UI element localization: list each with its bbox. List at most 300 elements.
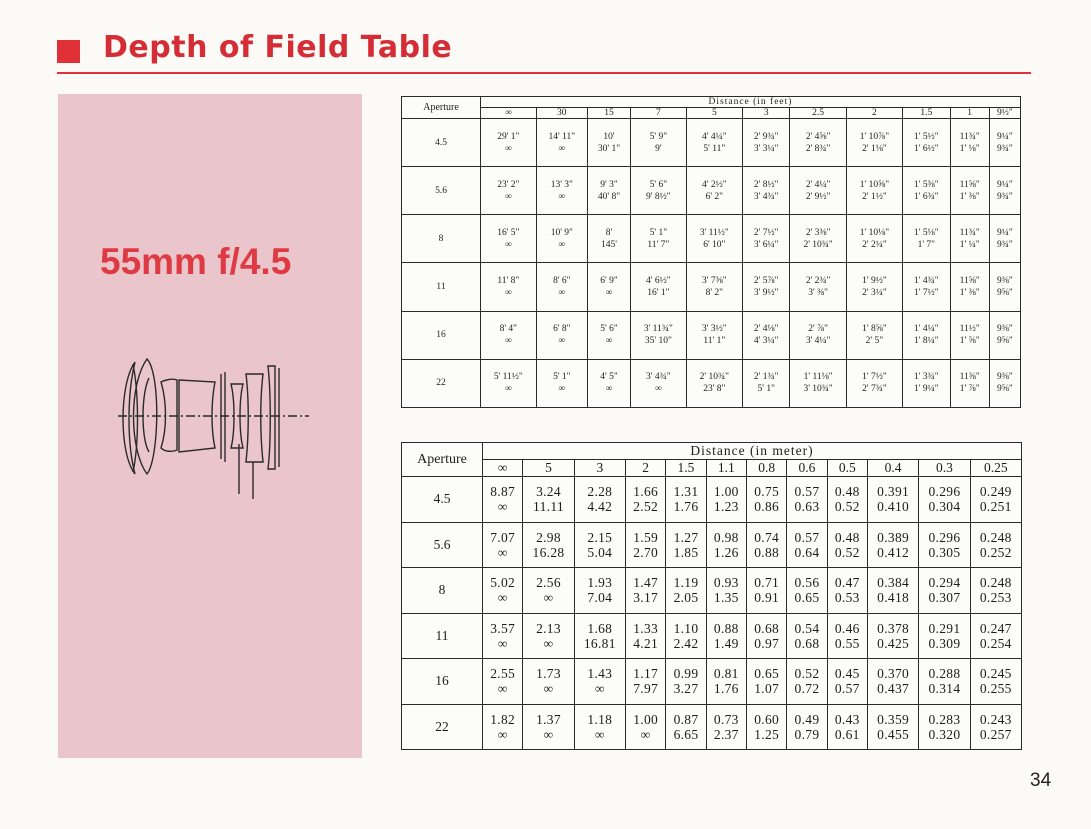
meter-dof-cell xyxy=(746,704,786,750)
near-limit: 3.57 xyxy=(490,620,516,636)
near-limit: 0.49 xyxy=(794,711,820,727)
feet-dof-cell xyxy=(989,215,1020,263)
near-limit: 11¾" xyxy=(959,227,980,238)
meter-dof-cell xyxy=(827,477,867,523)
meter-dof-cell xyxy=(625,568,665,614)
near-limit: 2' 3⅜" xyxy=(805,227,831,238)
near-limit: 1.59 xyxy=(633,529,659,545)
near-limit: 0.48 xyxy=(834,529,860,545)
feet-dof-cell xyxy=(742,359,789,407)
feet-dof-table xyxy=(401,96,1021,408)
table-row xyxy=(402,659,1022,705)
feet-dof-cell xyxy=(587,359,630,407)
feet-dof-cell xyxy=(846,215,902,263)
far-limit: 0.253 xyxy=(979,590,1012,606)
near-limit: 29' 1" xyxy=(497,131,520,142)
far-limit: ∞ xyxy=(543,681,554,697)
meter-dof-cell xyxy=(919,568,970,614)
far-limit: ∞ xyxy=(497,499,508,515)
meter-dof-cell xyxy=(746,522,786,568)
near-limit: 3' 3½" xyxy=(702,324,727,335)
meter-dof-table xyxy=(401,442,1022,750)
feet-distance-cell: 1.5 xyxy=(903,108,950,119)
far-limit: 0.410 xyxy=(877,499,910,515)
near-limit: 1.00 xyxy=(713,484,739,500)
meter-dof-cell xyxy=(787,568,827,614)
near-limit: 4' 4¼" xyxy=(702,131,727,142)
near-limit: 14' 11" xyxy=(548,131,576,142)
near-limit: 5' 1" xyxy=(553,372,571,383)
meter-aperture-value: 4.5 xyxy=(402,477,483,523)
near-limit: 0.391 xyxy=(877,484,910,500)
meter-aperture-value: 5.6 xyxy=(402,522,483,568)
near-limit: 3' 7⅜" xyxy=(702,276,727,287)
meter-dof-cell xyxy=(574,704,625,750)
far-limit: 30' 1" xyxy=(597,143,621,154)
meter-dof-cell xyxy=(919,477,970,523)
meter-dof-cell xyxy=(827,659,867,705)
near-limit: 0.93 xyxy=(713,575,739,591)
far-limit: 2' 1⅛" xyxy=(862,143,887,154)
near-limit: 0.370 xyxy=(877,666,910,682)
feet-dof-cell xyxy=(846,359,902,407)
far-limit: 4.42 xyxy=(587,499,613,515)
meter-distance-cell: 1.1 xyxy=(706,460,746,477)
near-limit: 0.73 xyxy=(713,711,739,727)
far-limit: 3' 4¼" xyxy=(805,336,831,347)
feet-dof-cell xyxy=(989,311,1020,359)
meter-dof-cell xyxy=(746,613,786,659)
meter-dof-cell xyxy=(867,477,918,523)
page-title: Depth of Field Table xyxy=(103,30,453,65)
meter-dof-cell xyxy=(483,659,523,705)
meter-dof-cell xyxy=(574,659,625,705)
far-limit: ∞ xyxy=(605,384,613,395)
far-limit: 0.305 xyxy=(928,544,961,560)
far-limit: 11.11 xyxy=(533,499,564,515)
near-limit: 2' 8½" xyxy=(753,179,779,190)
near-limit: 1.18 xyxy=(587,711,613,727)
far-limit: 1.25 xyxy=(754,726,780,742)
meter-dof-cell xyxy=(574,477,625,523)
far-limit: ∞ xyxy=(504,336,512,347)
far-limit: ∞ xyxy=(497,590,508,606)
feet-aperture-header: Aperture xyxy=(402,97,481,119)
far-limit: ∞ xyxy=(504,143,512,154)
near-limit: 6' 8" xyxy=(553,324,571,335)
near-limit: 0.74 xyxy=(754,529,780,545)
near-limit: 0.359 xyxy=(877,711,910,727)
far-limit: ∞ xyxy=(543,726,554,742)
near-limit: 2' 4⅝" xyxy=(805,131,831,142)
lens-panel xyxy=(58,94,362,758)
near-limit: 4' 2½" xyxy=(702,179,727,190)
far-limit: ∞ xyxy=(504,191,512,202)
table-row xyxy=(402,359,1021,407)
far-limit: ∞ xyxy=(558,384,566,395)
feet-dof-cell xyxy=(631,119,687,167)
near-limit: 23' 2" xyxy=(497,179,520,190)
far-limit: 0.455 xyxy=(877,726,910,742)
near-limit: 1.82 xyxy=(490,711,516,727)
meter-dof-cell xyxy=(574,522,625,568)
meter-distance-header: Distance (in meter) xyxy=(483,443,1022,460)
feet-dof-cell xyxy=(686,167,742,215)
meter-distance-cell: 2 xyxy=(625,460,665,477)
feet-dof-cell xyxy=(536,359,587,407)
far-limit: 1' ¼" xyxy=(959,239,980,250)
near-limit: 2.13 xyxy=(536,620,561,636)
meter-dof-cell xyxy=(483,522,523,568)
meter-dof-cell xyxy=(523,613,574,659)
far-limit: ∞ xyxy=(497,544,508,560)
near-limit: 2.56 xyxy=(536,575,561,591)
table-row xyxy=(402,119,1021,167)
far-limit: 0.425 xyxy=(877,635,910,651)
far-limit: 2' 5" xyxy=(865,336,884,347)
far-limit: 2' 1½" xyxy=(862,191,887,202)
feet-dof-cell xyxy=(989,119,1020,167)
near-limit: 8' 6" xyxy=(553,276,571,287)
far-limit: 1' 9¼" xyxy=(914,384,939,395)
far-limit: 1' ⅞" xyxy=(959,384,980,395)
feet-dof-cell xyxy=(903,359,950,407)
far-limit: 3' 10¾" xyxy=(803,384,833,395)
feet-dof-cell xyxy=(481,311,537,359)
meter-dof-cell xyxy=(970,704,1021,750)
feet-distance-cell: 30 xyxy=(536,108,587,119)
far-limit: 2.05 xyxy=(673,590,699,606)
near-limit: 1' 8⅝" xyxy=(862,324,887,335)
near-limit: 9⅜" xyxy=(997,372,1013,383)
meter-distance-cell: 0.4 xyxy=(867,460,918,477)
far-limit: 3' ⅜" xyxy=(808,288,829,299)
far-limit: 1.76 xyxy=(673,499,699,515)
near-limit: 7.07 xyxy=(490,529,516,545)
near-limit: 9¼" xyxy=(997,131,1013,142)
feet-dof-cell xyxy=(587,311,630,359)
near-limit: 0.247 xyxy=(979,620,1012,636)
feet-distance-cell: ∞ xyxy=(481,108,537,119)
far-limit: 4' 3¼" xyxy=(753,336,779,347)
near-limit: 0.43 xyxy=(834,711,860,727)
feet-dof-cell xyxy=(903,119,950,167)
meter-dof-cell xyxy=(625,477,665,523)
far-limit: 3.17 xyxy=(633,590,659,606)
near-limit: 16' 5" xyxy=(497,227,520,238)
meter-distance-row xyxy=(402,460,1022,477)
meter-distance-cell: 5 xyxy=(523,460,574,477)
feet-dof-cell xyxy=(686,215,742,263)
feet-dof-cell xyxy=(742,119,789,167)
near-limit: 0.65 xyxy=(754,666,780,682)
far-limit: 0.254 xyxy=(979,635,1012,651)
far-limit: 6' 2" xyxy=(705,191,724,202)
near-limit: 2' 9¾" xyxy=(753,131,779,142)
far-limit: 1' ⅜" xyxy=(959,288,980,299)
feet-dof-cell xyxy=(686,263,742,311)
far-limit: ∞ xyxy=(605,288,613,299)
meter-dof-cell xyxy=(666,659,706,705)
near-limit: 1' 7½" xyxy=(862,372,887,383)
meter-dof-cell xyxy=(827,568,867,614)
near-limit: 1.37 xyxy=(536,711,561,727)
feet-aperture-value: 4.5 xyxy=(402,119,481,167)
near-limit: 0.45 xyxy=(834,666,860,682)
near-limit: 9¼" xyxy=(997,179,1013,190)
far-limit: 9⅝" xyxy=(997,336,1013,347)
near-limit: 2' 7½" xyxy=(753,227,779,238)
far-limit: 2' 10¾" xyxy=(803,239,833,250)
meter-dof-cell xyxy=(483,704,523,750)
far-limit: 8' 2" xyxy=(705,288,724,299)
feet-dof-cell xyxy=(631,359,687,407)
near-limit: 1.73 xyxy=(536,666,561,682)
near-limit: 2' 4¼" xyxy=(805,179,831,190)
near-limit: 0.291 xyxy=(928,620,961,636)
meter-dof-cell xyxy=(746,477,786,523)
far-limit: 0.314 xyxy=(928,681,961,697)
feet-dof-cell xyxy=(950,311,989,359)
far-limit: ∞ xyxy=(558,191,566,202)
far-limit: 0.437 xyxy=(877,681,910,697)
near-limit: 0.46 xyxy=(834,620,860,636)
meter-dof-cell xyxy=(523,568,574,614)
title-rule xyxy=(57,72,1031,74)
meter-dof-cell xyxy=(666,613,706,659)
near-limit: 1' 11⅛" xyxy=(803,372,833,383)
near-limit: 5' 6" xyxy=(649,179,668,190)
meter-dof-cell xyxy=(970,613,1021,659)
feet-dof-cell xyxy=(587,263,630,311)
page-number: 34 xyxy=(1030,770,1052,791)
meter-dof-cell xyxy=(867,613,918,659)
near-limit: 10' 9" xyxy=(550,227,573,238)
feet-distance-header: Distance (in feet) xyxy=(481,97,1021,108)
far-limit: 0.91 xyxy=(754,590,780,606)
meter-dof-cell xyxy=(625,704,665,750)
table-row xyxy=(402,522,1022,568)
far-limit: 0.257 xyxy=(979,726,1012,742)
near-limit: 1.66 xyxy=(633,484,659,500)
near-limit: 3' 11½" xyxy=(699,227,729,238)
feet-dof-cell xyxy=(481,215,537,263)
meter-aperture-value: 16 xyxy=(402,659,483,705)
far-limit: 4.21 xyxy=(633,635,659,651)
far-limit: 0.79 xyxy=(794,726,820,742)
far-limit: ∞ xyxy=(504,239,512,250)
meter-dof-cell xyxy=(483,568,523,614)
feet-dof-cell xyxy=(989,167,1020,215)
near-limit: 0.378 xyxy=(877,620,910,636)
near-limit: 8.87 xyxy=(490,484,516,500)
meter-distance-cell: 0.25 xyxy=(970,460,1021,477)
meter-aperture-value: 22 xyxy=(402,704,483,750)
meter-dof-cell xyxy=(827,704,867,750)
far-limit: 1' 8¼" xyxy=(914,336,939,347)
far-limit: ∞ xyxy=(558,143,566,154)
feet-dof-cell xyxy=(742,167,789,215)
feet-dof-cell xyxy=(950,119,989,167)
feet-distance-cell: 9½" xyxy=(989,108,1020,119)
feet-dof-cell xyxy=(631,167,687,215)
near-limit: 0.283 xyxy=(928,711,961,727)
far-limit: 0.304 xyxy=(928,499,961,515)
near-limit: 11⅝" xyxy=(959,276,980,287)
far-limit: 0.55 xyxy=(834,635,860,651)
far-limit: 9' xyxy=(655,143,662,154)
near-limit: 3' 4¾" xyxy=(646,372,671,383)
far-limit: 0.64 xyxy=(794,544,820,560)
near-limit: 1.47 xyxy=(633,575,659,591)
near-limit: 1' 5⅜" xyxy=(914,179,939,190)
feet-dof-cell xyxy=(631,311,687,359)
table-row xyxy=(402,263,1021,311)
near-limit: 11¾" xyxy=(959,131,980,142)
feet-dof-cell xyxy=(903,215,950,263)
meter-dof-cell xyxy=(483,477,523,523)
near-limit: 0.296 xyxy=(928,529,961,545)
near-limit: 1' 10⅞" xyxy=(859,131,890,142)
feet-dof-cell xyxy=(846,311,902,359)
meter-distance-cell: 0.8 xyxy=(746,460,786,477)
meter-aperture-value: 8 xyxy=(402,568,483,614)
near-limit: 0.98 xyxy=(713,529,739,545)
feet-dof-cell xyxy=(903,263,950,311)
far-limit: 2.70 xyxy=(633,544,659,560)
far-limit: 9⅝" xyxy=(997,288,1013,299)
meter-dof-cell xyxy=(706,613,746,659)
feet-distance-cell: 5 xyxy=(686,108,742,119)
near-limit: 0.249 xyxy=(979,484,1012,500)
meter-dof-cell xyxy=(787,613,827,659)
far-limit: 0.88 xyxy=(754,544,780,560)
far-limit: 1' 7" xyxy=(917,239,936,250)
meter-dof-cell xyxy=(787,659,827,705)
near-limit: 9⅜" xyxy=(997,324,1013,335)
near-limit: 0.296 xyxy=(928,484,961,500)
far-limit: ∞ xyxy=(558,288,566,299)
far-limit: ∞ xyxy=(504,288,512,299)
meter-dof-cell xyxy=(706,568,746,614)
table-row xyxy=(402,568,1022,614)
far-limit: 0.252 xyxy=(979,544,1012,560)
meter-dof-cell xyxy=(867,522,918,568)
near-limit: 3' 11¾" xyxy=(643,324,673,335)
feet-dof-cell xyxy=(790,359,846,407)
far-limit: 1.85 xyxy=(673,544,699,560)
near-limit: 2' 1¾" xyxy=(753,372,779,383)
near-limit: 0.99 xyxy=(673,666,699,682)
near-limit: 10' xyxy=(603,131,615,142)
meter-dof-cell xyxy=(919,659,970,705)
far-limit: ∞ xyxy=(504,384,512,395)
far-limit: 145' xyxy=(600,239,617,250)
near-limit: 6' 9" xyxy=(600,276,618,287)
meter-dof-cell xyxy=(706,704,746,750)
near-limit: 2' ⅞" xyxy=(808,324,829,335)
feet-aperture-value: 8 xyxy=(402,215,481,263)
far-limit: 40' 8" xyxy=(597,191,621,202)
far-limit: 2' 7¾" xyxy=(862,384,887,395)
meter-distance-cell: 1.5 xyxy=(666,460,706,477)
far-limit: 0.72 xyxy=(794,681,820,697)
feet-dof-cell xyxy=(846,263,902,311)
far-limit: 3.27 xyxy=(673,681,699,697)
table-row xyxy=(402,215,1021,263)
meter-dof-cell xyxy=(919,613,970,659)
feet-dof-cell xyxy=(536,119,587,167)
far-limit: ∞ xyxy=(558,336,566,347)
far-limit: 0.320 xyxy=(928,726,961,742)
near-limit: 5' 6" xyxy=(600,324,618,335)
near-limit: 9⅜" xyxy=(997,276,1013,287)
feet-dof-cell xyxy=(631,215,687,263)
near-limit: 0.88 xyxy=(713,620,739,636)
far-limit: 0.309 xyxy=(928,635,961,651)
near-limit: 1' 10⅛" xyxy=(859,227,890,238)
feet-distance-cell: 15 xyxy=(587,108,630,119)
far-limit: 1' 6½" xyxy=(914,143,939,154)
near-limit: 0.71 xyxy=(754,575,780,591)
near-limit: 1' 5⅛" xyxy=(914,227,939,238)
far-limit: ∞ xyxy=(654,384,662,395)
near-limit: 0.56 xyxy=(794,575,820,591)
near-limit: 3.24 xyxy=(536,484,561,500)
feet-dof-cell xyxy=(989,359,1020,407)
far-limit: 1.49 xyxy=(713,635,739,651)
near-limit: 9¼" xyxy=(997,227,1013,238)
near-limit: 0.384 xyxy=(877,575,910,591)
near-limit: 13' 3" xyxy=(550,179,573,190)
far-limit: 3' 3¼" xyxy=(753,143,779,154)
far-limit: ∞ xyxy=(640,726,651,742)
far-limit: 1.35 xyxy=(713,590,739,606)
near-limit: 4' 5" xyxy=(600,372,618,383)
far-limit: 0.61 xyxy=(834,726,860,742)
meter-dof-cell xyxy=(706,477,746,523)
near-limit: 1' 4¼" xyxy=(914,324,939,335)
feet-aperture-value: 16 xyxy=(402,311,481,359)
near-limit: 11⅝" xyxy=(959,179,980,190)
far-limit: 1.76 xyxy=(713,681,739,697)
far-limit: 0.57 xyxy=(834,681,860,697)
near-limit: 0.48 xyxy=(834,484,860,500)
feet-aperture-value: 22 xyxy=(402,359,481,407)
feet-distance-cell: 7 xyxy=(631,108,687,119)
feet-dof-cell xyxy=(536,215,587,263)
meter-dof-cell xyxy=(919,522,970,568)
far-limit: 6' 10" xyxy=(703,239,726,250)
far-limit: 0.251 xyxy=(979,499,1012,515)
near-limit: 1.27 xyxy=(673,529,699,545)
feet-dof-cell xyxy=(903,311,950,359)
far-limit: 0.412 xyxy=(877,544,910,560)
feet-dof-cell xyxy=(742,263,789,311)
feet-distance-cell: 1 xyxy=(950,108,989,119)
near-limit: 0.47 xyxy=(834,575,860,591)
near-limit: 1.43 xyxy=(587,666,613,682)
feet-dof-cell xyxy=(587,167,630,215)
near-limit: 11½" xyxy=(959,324,980,335)
feet-dof-cell xyxy=(950,215,989,263)
far-limit: 11' 7" xyxy=(647,239,670,250)
far-limit: 0.86 xyxy=(754,499,780,515)
near-limit: 0.248 xyxy=(979,529,1012,545)
far-limit: 1' ⅛" xyxy=(959,143,980,154)
near-limit: 1.17 xyxy=(633,666,659,682)
meter-dof-cell xyxy=(827,613,867,659)
